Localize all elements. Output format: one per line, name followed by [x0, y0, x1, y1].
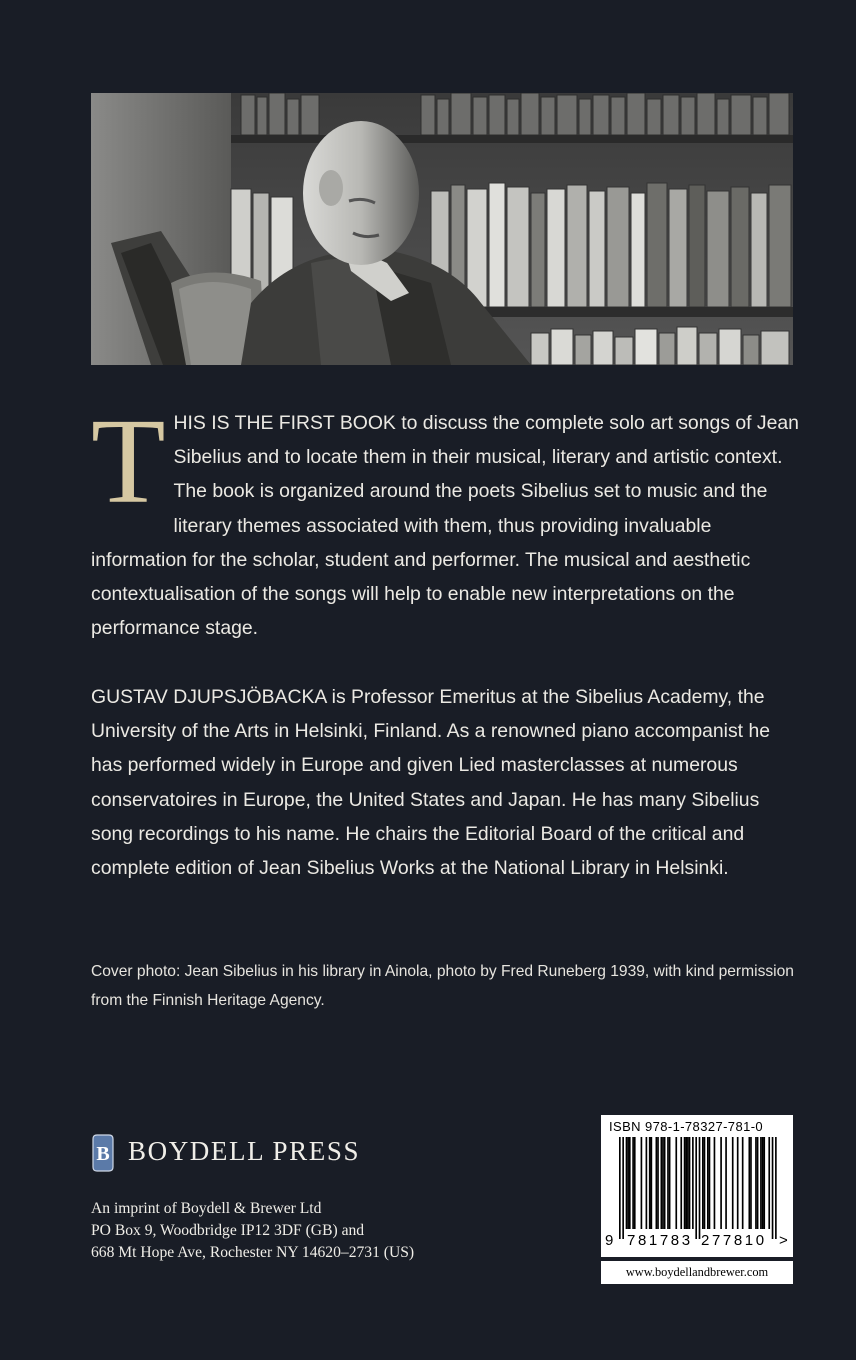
barcode-bar: [742, 1137, 744, 1229]
barcode-bar: [619, 1137, 621, 1239]
barcode-bar: [737, 1137, 739, 1229]
barcode-bar: [775, 1137, 777, 1239]
barcode-bar: [757, 1137, 759, 1229]
publisher-address: [91, 1198, 414, 1264]
barcode-bar: [661, 1137, 663, 1229]
barcode-bar: [692, 1137, 694, 1229]
drop-cap: T: [91, 394, 166, 529]
address-line: An imprint of Boydell & Brewer Ltd: [91, 1200, 322, 1217]
book-blurb: [91, 394, 803, 645]
barcode-bar: [634, 1137, 636, 1229]
barcode-bar: [707, 1137, 709, 1229]
blurb-text: HIS IS THE FIRST BOOK to discuss the complete solo art songs of Jean Sibelius and to locate them in their musical, literary and artistic context. The book is organized around the poets Sibelius set to music and the literary themes associated with them, thus providing invaluable information for the scholar, student and performer. The musical and aesthetic contextualisation of the songs will help to enable new interpretations on the performance stage.: [91, 412, 799, 640]
address-line: 668 Mt Hope Ave, Rochester NY 14620–2731 (US): [91, 1244, 415, 1261]
barcode-bar: [680, 1137, 682, 1229]
barcode-bar: [732, 1137, 734, 1229]
barcode-bar: [622, 1137, 624, 1239]
barcode-bar: [626, 1137, 628, 1229]
barcode-bar: [687, 1137, 689, 1229]
ean-lead-digit: 9: [605, 1232, 614, 1249]
barcode-bar: [760, 1137, 762, 1229]
barcode-bar: [632, 1137, 634, 1229]
barcode-bar: [675, 1137, 677, 1229]
isbn-label: ISBN 978-1-78327-781-0: [609, 1119, 764, 1134]
boydell-logo-icon: [91, 1133, 115, 1173]
ean-left-digits: 781783: [627, 1232, 693, 1249]
barcode-bar: [641, 1137, 643, 1229]
barcode-bar: [709, 1137, 711, 1229]
barcode-bar: [762, 1137, 764, 1229]
barcode-bar: [667, 1137, 669, 1229]
barcode-bar: [684, 1137, 686, 1229]
barcode-bar: [768, 1137, 770, 1229]
barcode-bar: [755, 1137, 757, 1229]
barcode-bar: [714, 1137, 716, 1229]
barcode-bar: [685, 1137, 687, 1229]
barcode-bar: [750, 1137, 752, 1229]
barcode-bar: [772, 1137, 774, 1239]
author-bio: GUSTAV DJUPSJÖBACKA is Professor Emeritus at the Sibelius Academy, the University of the Arts in Helsinki, Finland. As a renowned piano accompanist he has performed widely in Europe and given Lied masterclasses at numerous conservatoires in Europe, the United States and Japan. He has many Sibelius song recordings to his name. He chairs the Editorial Board of the critical and complete edition of Jean Sibelius Works at the National Library in Helsinki.: [91, 686, 771, 880]
ean-right-digits: 277810: [701, 1232, 767, 1249]
publisher-website: www.boydellandbrewer.com: [601, 1261, 793, 1284]
cover-photo-illustration: [91, 93, 793, 365]
barcode-bar: [656, 1137, 658, 1229]
photo-credit: Cover photo: Jean Sibelius in his library in Ainola, photo by Fred Runeberg 1939, with kind permission from the Finnish Heritage Agency.: [91, 963, 794, 1009]
barcode-bar: [704, 1137, 706, 1229]
barcode-bar: [695, 1137, 697, 1239]
barcode-bar: [662, 1137, 664, 1229]
barcode-bar: [699, 1137, 701, 1239]
barcode-bar: [646, 1137, 648, 1229]
barcode-bar: [657, 1137, 659, 1229]
barcode-bar: [702, 1137, 704, 1229]
barcode-bar: [763, 1137, 765, 1229]
cover-photo: [91, 93, 793, 365]
publisher-name: BOYDELL PRESS: [128, 1136, 361, 1166]
address-line: PO Box 9, Woodbridge IP12 3DF (GB) and: [91, 1222, 365, 1239]
barcode-bar: [725, 1137, 727, 1229]
barcode-bar: [720, 1137, 722, 1229]
ean-quiet-mark: >: [779, 1232, 788, 1249]
isbn-barcode: [601, 1115, 793, 1257]
logo-letter: B: [96, 1143, 110, 1165]
barcode-bar: [748, 1137, 750, 1229]
barcode-bar: [651, 1137, 653, 1229]
barcode-bar: [649, 1137, 651, 1229]
barcode-bar: [689, 1137, 691, 1229]
barcode-bar: [664, 1137, 666, 1229]
barcode-bar: [627, 1137, 629, 1229]
barcode-bar: [629, 1137, 631, 1229]
barcode-bar: [669, 1137, 671, 1229]
